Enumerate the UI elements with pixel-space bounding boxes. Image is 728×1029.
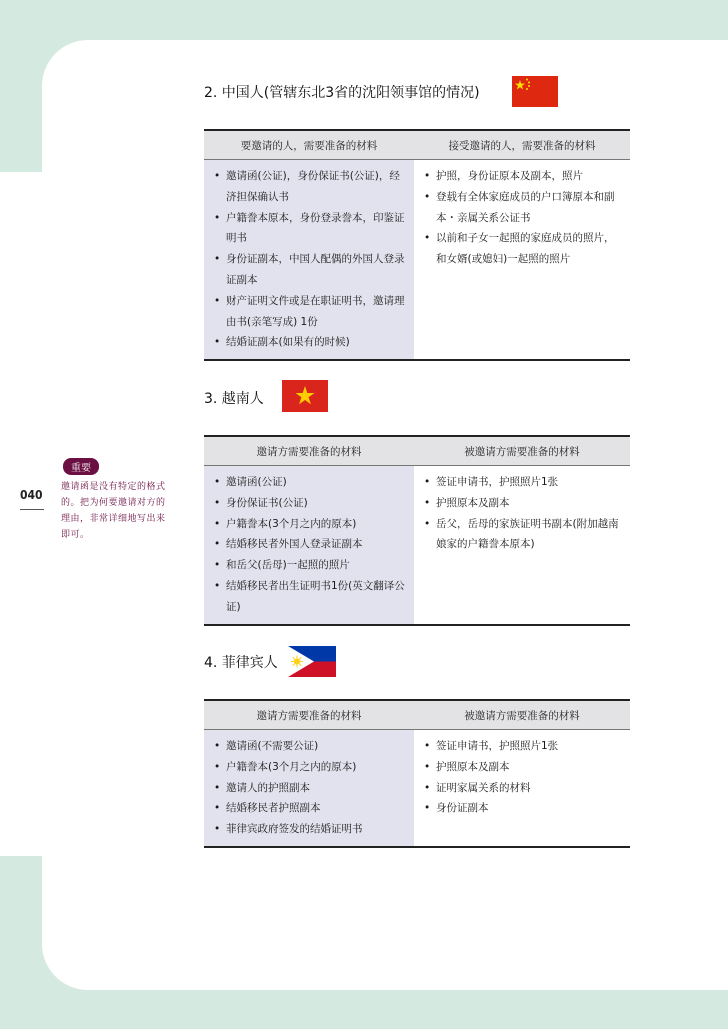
section-title-text: 3. 越南人 [204, 391, 264, 407]
list-item: • 结婚移民者外国人登录证副本 [214, 534, 406, 555]
china-flag-icon [512, 76, 558, 107]
list-item: • 结婚证副本(如果有的时候) [214, 332, 406, 353]
list-item: • 户籍誊本(3个月之内的原本) [214, 757, 406, 778]
list-item: • 结婚移民者出生证明书1份(英文翻译公证) [214, 576, 406, 618]
list-item: • 邀请人的护照副本 [214, 778, 406, 799]
requirements-table-china [204, 129, 630, 361]
requirements-table-vietnam [204, 435, 630, 626]
section-title-china [204, 82, 480, 102]
philippines-flag-icon [288, 646, 336, 677]
requirements-table-philippines [204, 699, 630, 848]
inviter-materials [204, 466, 414, 625]
list-item: • 财产证明文件或是在职证明书，邀请理由书(亲笔写成) 1份 [214, 291, 406, 333]
list-item: • 签证申请书，护照照片1张 [424, 736, 622, 757]
section-title-vietnam [204, 388, 264, 408]
list-item: • 证明家属关系的材料 [424, 778, 622, 799]
note-badge: 重要 [63, 458, 99, 475]
invitee-materials [414, 466, 630, 625]
list-item: • 登载有全体家庭成员的户口簿原本和副本・亲属关系公证书 [424, 187, 622, 229]
invitee-materials [414, 160, 630, 361]
section-title-text: 4. 菲律宾人 [204, 655, 278, 671]
column-header-inviter: 邀请方需要准备的材料 [204, 700, 414, 730]
left-margin-green [0, 40, 42, 170]
list-item: • 护照原本及副本 [424, 493, 622, 514]
section-title-philippines [204, 652, 278, 672]
section-title-text: 2. 中国人(管辖东北3省的沈阳领事馆的情况) [204, 85, 480, 101]
important-note [61, 456, 171, 543]
note-text: 邀请函是没有特定的格式的。把为何要邀请对方的理由，非常详细地写出来即可。 [61, 482, 166, 540]
column-header-inviter: 邀请方需要准备的材料 [204, 436, 414, 466]
list-item: • 菲律宾政府签发的结婚证明书 [214, 819, 406, 840]
list-item: • 户籍誊本(3个月之内的原本) [214, 514, 406, 535]
inviter-materials [204, 160, 414, 361]
column-header-inviter: 要邀请的人，需要准备的材料 [204, 130, 414, 160]
list-item: • 邀请函(公证)，身份保证书(公证)，经济担保确认书 [214, 166, 406, 208]
list-item: • 邀请函(不需要公证) [214, 736, 406, 757]
list-item: • 和岳父(岳母)一起照的照片 [214, 555, 406, 576]
list-item: • 护照，身份证原本及副本，照片 [424, 166, 622, 187]
list-item: • 身份保证书(公证) [214, 493, 406, 514]
column-header-invitee: 接受邀请的人，需要准备的材料 [414, 130, 630, 160]
list-item: • 以前和子女一起照的家庭成员的照片，和女婿(或媳妇)一起照的照片 [424, 228, 622, 270]
vietnam-flag-icon [282, 380, 328, 412]
invitee-materials [414, 730, 630, 847]
page-number-rule [20, 509, 44, 510]
list-item: • 签证申请书，护照照片1张 [424, 472, 622, 493]
inviter-materials [204, 730, 414, 847]
page-number: 040 [20, 488, 43, 502]
column-header-invitee: 被邀请方需要准备的材料 [414, 436, 630, 466]
list-item: • 护照原本及副本 [424, 757, 622, 778]
list-item: • 邀请函(公证) [214, 472, 406, 493]
list-item: • 户籍誊本原本，身份登录誊本，印鉴证明书 [214, 208, 406, 250]
left-margin-white [0, 172, 42, 856]
list-item: • 身份证副本，中国人配偶的外国人登录证副本 [214, 249, 406, 291]
list-item: • 身份证副本 [424, 798, 622, 819]
list-item: • 结婚移民者护照副本 [214, 798, 406, 819]
list-item: • 岳父，岳母的家族证明书副本(附加越南娘家的户籍誊本原本) [424, 514, 622, 556]
column-header-invitee: 被邀请方需要准备的材料 [414, 700, 630, 730]
